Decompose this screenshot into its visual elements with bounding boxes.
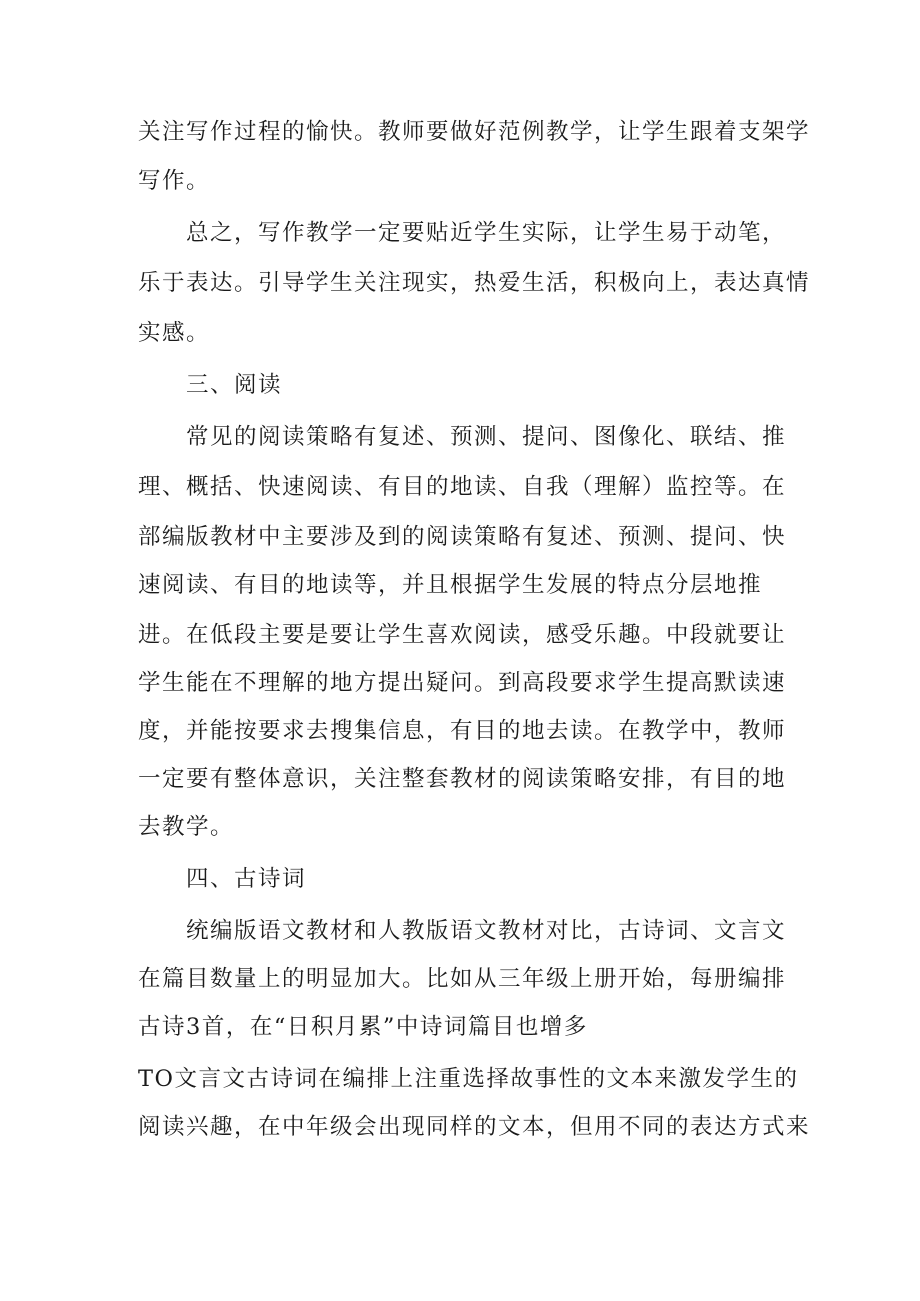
section-heading-reading: 三、阅读 [186,372,283,398]
body-text-line: 关注写作过程的愉快。教师要做好范例教学，让学生跟着支架学 [138,119,811,145]
body-text-line: 一定要有整体意识，关注整套教材的阅读策略安排，有目的地 [138,766,787,792]
body-text-line: 常见的阅读策略有复述、预测、提问、图像化、联结、推 [186,424,787,450]
body-text-line: 实感。 [138,320,211,346]
body-text-line: 阅读兴趣，在中年级会出现同样的文本，但用不同的表达方式来 [138,1114,811,1140]
body-text-line: 去教学。 [138,814,235,840]
body-text-line: 古诗3首，在“日积月累”中诗词篇目也增多 [138,1014,588,1040]
body-text-line: 写作。 [138,168,211,194]
body-text-line: 速阅读、有目的地读等，并且根据学生发展的特点分层地推 [138,572,763,598]
body-text-line: TO文言文古诗词在编排上注重选择故事性的文本来激发学生的 [138,1066,799,1092]
body-text-line: 部编版教材中主要涉及到的阅读策略有复述、预测、提问、快 [138,524,787,550]
body-text-line: 进。在低段主要是要让学生喜欢阅读，感受乐趣。中段就要让 [138,622,787,648]
body-text-line: 乐于表达。引导学生关注现实，热爱生活，积极向上，表达真情 [138,270,811,296]
body-text-line: 度，并能按要求去搜集信息，有目的地去读。在教学中，教师 [138,718,787,744]
body-text-line: 理、概括、快速阅读、有目的地读、自我（理解）监控等。在 [138,474,787,500]
body-text-line: 在篇目数量上的明显加大。比如从三年级上册开始，每册编排 [138,966,787,992]
body-text-line: 学生能在不理解的地方提出疑问。到高段要求学生提高默读速 [138,670,787,696]
body-text-line: 总之，写作教学一定要贴近学生实际，让学生易于动笔， [186,220,787,246]
section-heading-ancient-poetry: 四、古诗词 [186,866,307,892]
body-text-line: 统编版语文教材和人教版语文教材对比，古诗词、文言文 [186,918,787,944]
